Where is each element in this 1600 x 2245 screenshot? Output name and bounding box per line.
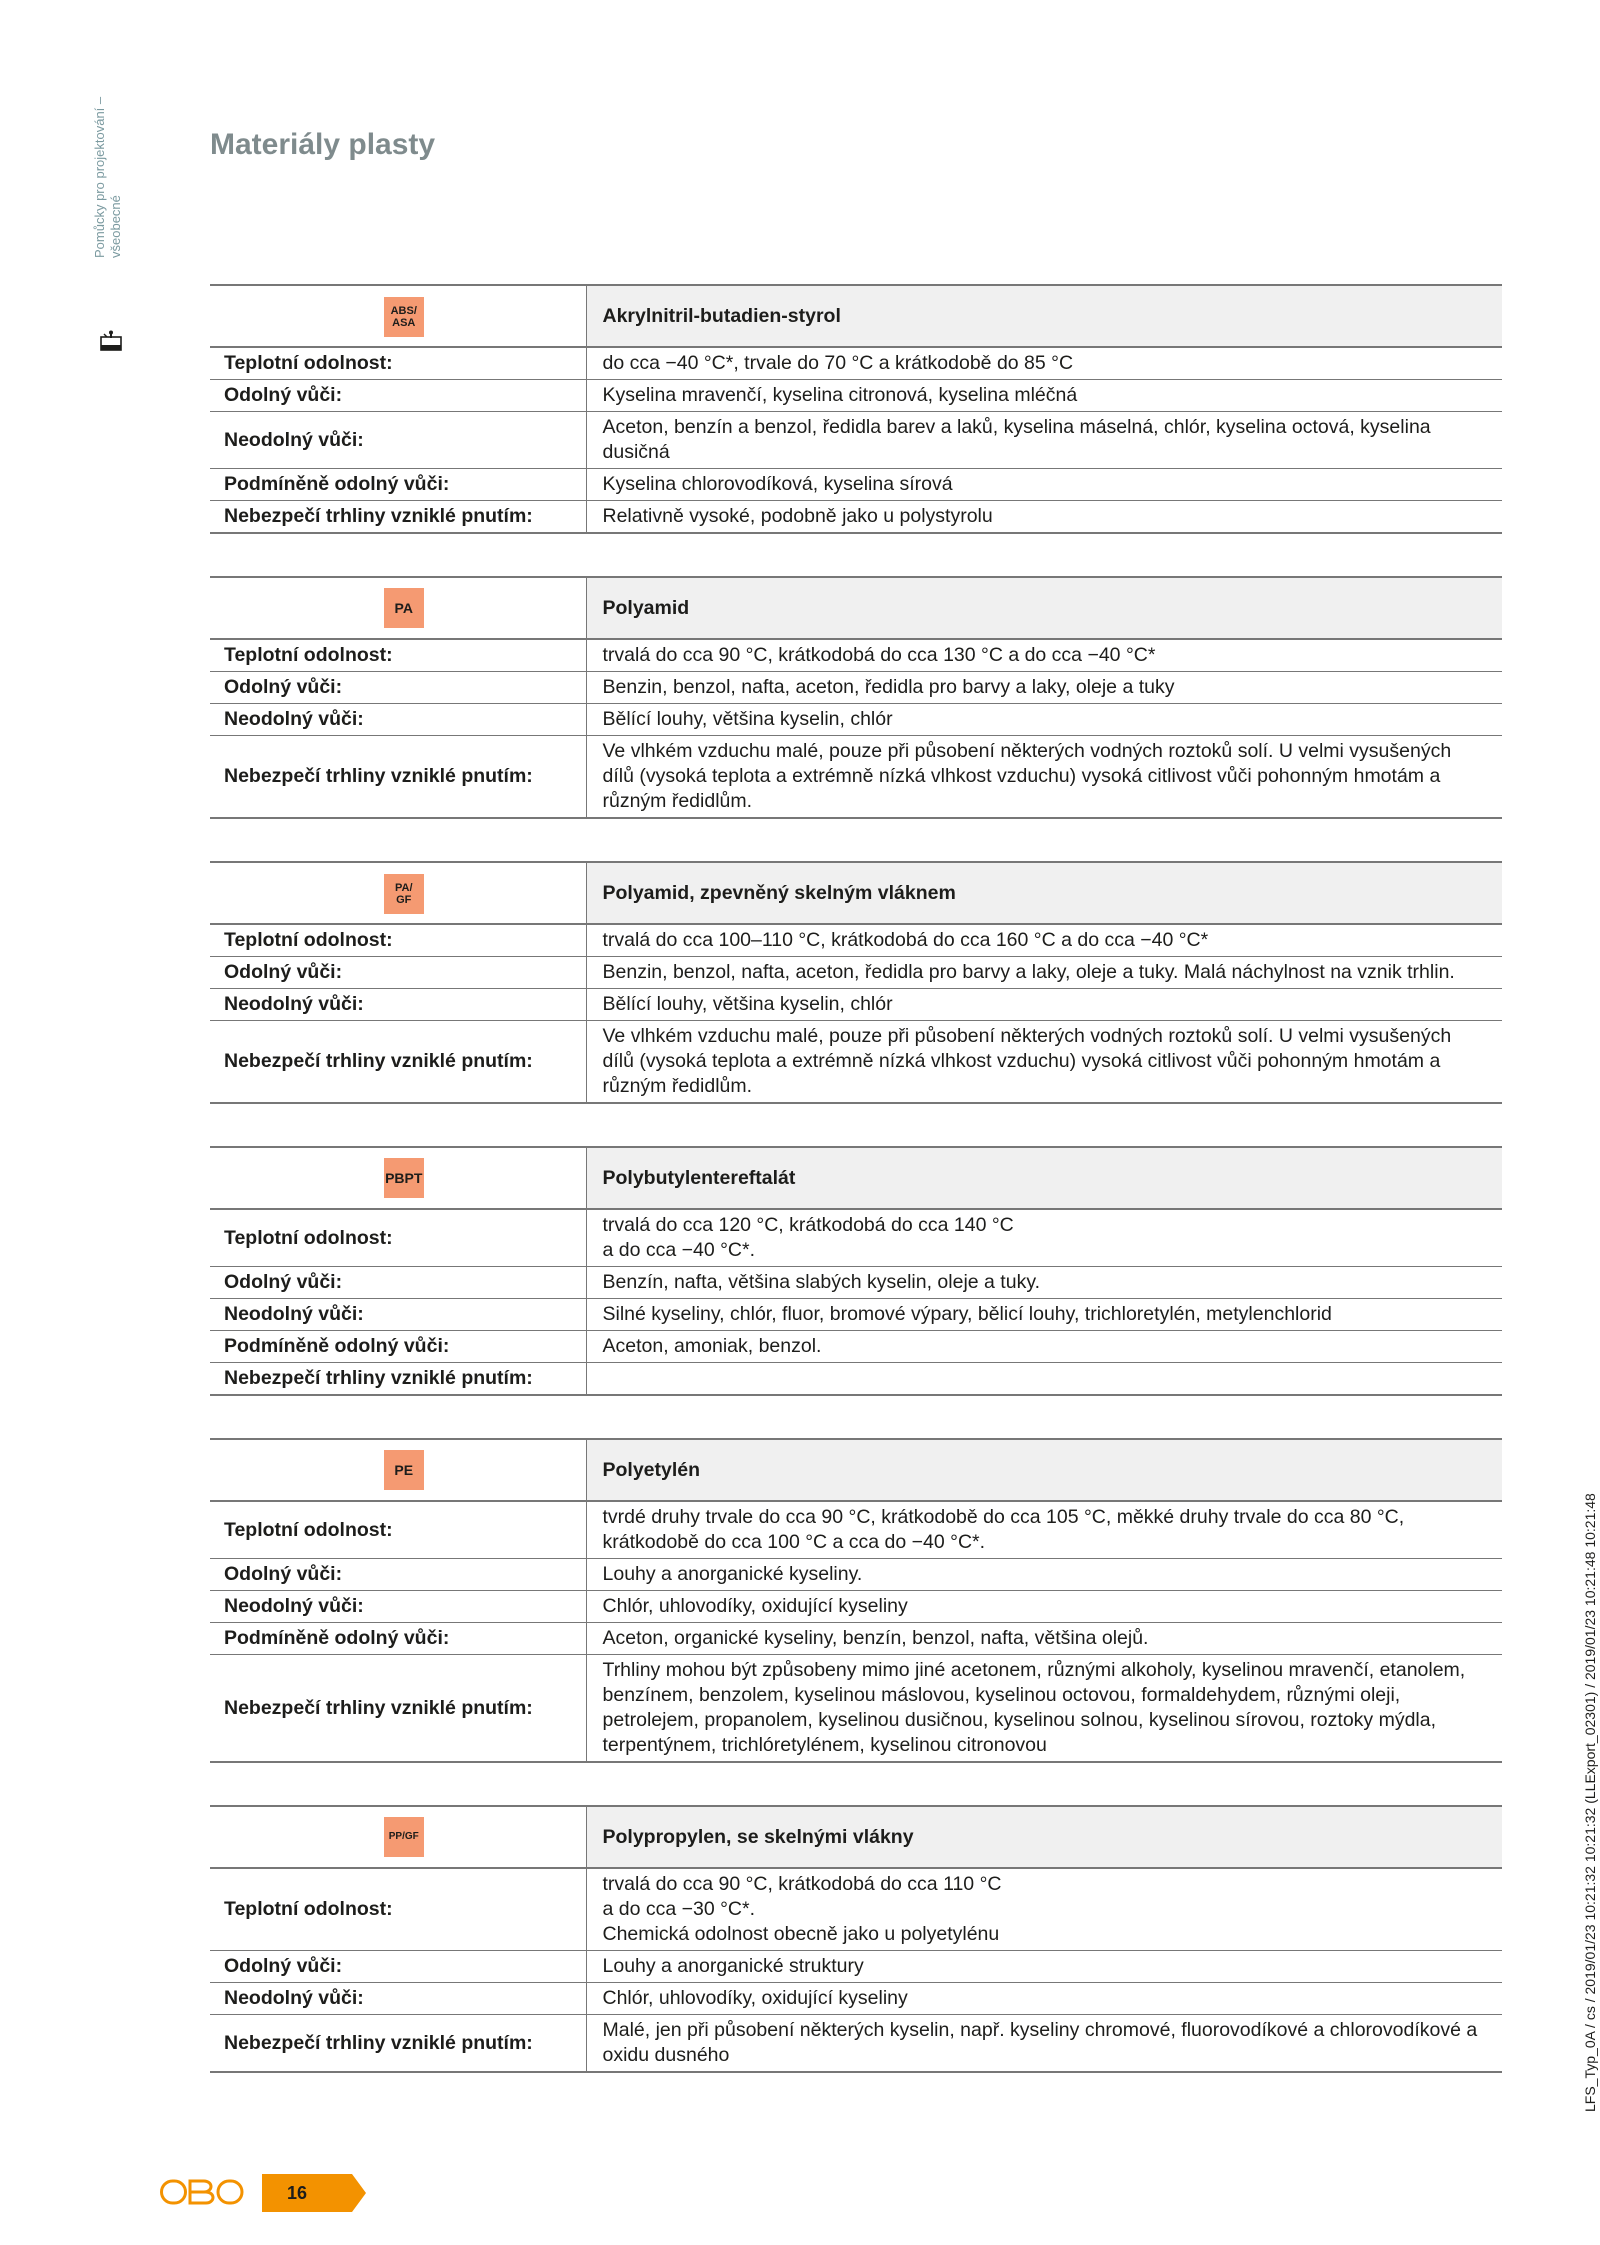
material-code-cell [210,577,586,639]
property-label: Podmíněně odolný vůči: [210,1331,586,1363]
property-label: Neodolný vůči: [210,1591,586,1623]
page-title: Materiály plasty [210,128,436,161]
property-label: Nebezpečí trhliny vzniklé pnutím: [210,1363,586,1396]
property-label: Neodolný vůči: [210,412,586,469]
property-value: Louhy a anorganické kyseliny. [586,1559,1502,1591]
property-value: Malé, jen při působení některých kyselin, např. kyseliny chromové, fluorovodíkové a chlorovodíkové a oxidu dusného [586,2015,1502,2073]
property-label: Nebezpečí trhliny vzniklé pnutím: [210,1021,586,1104]
property-label: Neodolný vůči: [210,704,586,736]
property-label: Odolný vůči: [210,380,586,412]
property-label: Nebezpečí trhliny vzniklé pnutím: [210,501,586,534]
obo-logo [160,2178,244,2208]
side-section-label: Pomůcky pro projektování – všeobecné [92,96,123,258]
material-code-cell [210,1439,586,1501]
property-label: Odolný vůči: [210,1951,586,1983]
material-code-badge: PA [384,588,424,628]
material-code-cell [210,1806,586,1868]
property-value: Benzin, benzol, nafta, aceton, ředidla pro barvy a laky, oleje a tuky. Malá náchylnost na vznik trhlin. [586,957,1502,989]
property-label: Nebezpečí trhliny vzniklé pnutím: [210,2015,586,2073]
material-name: Polypropylen, se skelnými vlákny [586,1806,1502,1868]
material-table [210,1805,1502,2073]
property-row [210,1331,1502,1363]
material-code-cell [210,285,586,347]
material-header-row [210,1147,1502,1209]
property-value: Aceton, amoniak, benzol. [586,1331,1502,1363]
material-code-badge: PA/ GF [384,874,424,914]
material-code-cell [210,862,586,924]
material-header-row [210,1439,1502,1501]
property-value: Aceton, organické kyseliny, benzín, benzol, nafta, většina olejů. [586,1623,1502,1655]
tools-icon [98,330,124,352]
property-value: Aceton, benzín a benzol, ředidla barev a laků, kyselina máselná, chlór, kyselina octová, kyselina dusičná [586,412,1502,469]
property-value: Louhy a anorganické struktury [586,1951,1502,1983]
property-row [210,501,1502,534]
property-row [210,469,1502,501]
property-label: Odolný vůči: [210,1559,586,1591]
property-label: Teplotní odolnost: [210,1501,586,1559]
material-name: Polyetylén [586,1439,1502,1501]
property-value [586,1363,1502,1396]
property-row [210,924,1502,957]
property-row [210,639,1502,672]
property-row [210,1591,1502,1623]
property-value: trvalá do cca 90 °C, krátkodobá do cca 110 °C a do cca −30 °C*. Chemická odolnost obecně jako u polyetylénu [586,1868,1502,1951]
property-label: Odolný vůči: [210,1267,586,1299]
material-header-row [210,285,1502,347]
material-code-badge: PP/GF [384,1817,424,1857]
material-code-badge: PE [384,1450,424,1490]
property-value: tvrdé druhy trvale do cca 90 °C, krátkodobě do cca 105 °C, měkké druhy trvale do cca 80 °C, krátkodobě do cca 100 °C a cca do −40 °C*. [586,1501,1502,1559]
property-value: Chlór, uhlovodíky, oxidující kyseliny [586,1983,1502,2015]
property-label: Nebezpečí trhliny vzniklé pnutím: [210,736,586,819]
property-label: Teplotní odolnost: [210,639,586,672]
document-meta-line: LFS_Typ_0A / cs / 2019/01/23 10:21:32 10:21:32 (LLExport_02301) / 2019/01/23 10:21:48 10:21:48 [1582,1493,1598,2112]
property-label: Neodolný vůči: [210,989,586,1021]
material-name: Polyamid [586,577,1502,639]
material-table [210,576,1502,819]
property-row [210,1299,1502,1331]
property-row [210,736,1502,819]
property-row [210,1501,1502,1559]
property-value: Ve vlhkém vzduchu malé, pouze při působení některých vodných roztoků solí. U velmi vysušených dílů (vysoká teplota a extrémně nízká vlhkost vzduchu) vysoká citlivost vůči pohonným hmotám a různým ředidlům. [586,1021,1502,1104]
property-value: Trhliny mohou být způsobeny mimo jiné acetonem, různými alkoholy, kyselinou mravenčí, etanolem, benzínem, benzolem, kyselinou máslovou, kyselinou octovou, formaldehydem, různými oleji, petrolejem, propanolem, kyselinou dusičnou, kyselinou solnou, kyselinou sírovou, roztoky mýdla, terpentýnem, trichlóretylénem, kyselinou citronovou [586,1655,1502,1763]
property-value: Kyselina mravenčí, kyselina citronová, kyselina mléčná [586,380,1502,412]
material-header-row [210,1806,1502,1868]
property-row [210,1655,1502,1763]
property-row [210,989,1502,1021]
property-row [210,412,1502,469]
property-value: trvalá do cca 90 °C, krátkodobá do cca 130 °C a do cca −40 °C* [586,639,1502,672]
property-label: Podmíněně odolný vůči: [210,1623,586,1655]
property-label: Neodolný vůči: [210,1299,586,1331]
property-value: Ve vlhkém vzduchu malé, pouze při působení některých vodných roztoků solí. U velmi vysušených dílů (vysoká teplota a extrémně nízká vlhkost vzduchu) vysoká citlivost vůči pohonným hmotám a různým ředidlům. [586,736,1502,819]
property-label: Odolný vůči: [210,957,586,989]
property-label: Neodolný vůči: [210,1983,586,2015]
property-value: Kyselina chlorovodíková, kyselina sírová [586,469,1502,501]
material-code-cell [210,1147,586,1209]
property-label: Teplotní odolnost: [210,347,586,380]
material-name: Akrylnitril-butadien-styrol [586,285,1502,347]
property-row [210,1623,1502,1655]
material-header-row [210,577,1502,639]
property-label: Odolný vůči: [210,672,586,704]
property-value: Benzín, nafta, většina slabých kyselin, oleje a tuky. [586,1267,1502,1299]
property-row [210,672,1502,704]
property-value: trvalá do cca 120 °C, krátkodobá do cca 140 °C a do cca −40 °C*. [586,1209,1502,1267]
material-code-badge: PBPT [384,1158,424,1198]
material-table [210,1438,1502,1763]
property-value: Bělící louhy, většina kyselin, chlór [586,704,1502,736]
property-value: Benzin, benzol, nafta, aceton, ředidla pro barvy a laky, oleje a tuky [586,672,1502,704]
material-table [210,1146,1502,1396]
material-table [210,284,1502,534]
property-label: Nebezpečí trhliny vzniklé pnutím: [210,1655,586,1763]
property-label: Teplotní odolnost: [210,1868,586,1951]
material-header-row [210,862,1502,924]
property-row [210,1363,1502,1396]
property-row [210,1559,1502,1591]
property-label: Podmíněně odolný vůči: [210,469,586,501]
page-number: 16 [286,2182,308,2203]
material-name: Polyamid, zpevněný skelným vláknem [586,862,1502,924]
property-row [210,1209,1502,1267]
property-label: Teplotní odolnost: [210,924,586,957]
property-row [210,2015,1502,2073]
materials-list [210,284,1502,2115]
property-row [210,1267,1502,1299]
property-label: Teplotní odolnost: [210,1209,586,1267]
property-value: trvalá do cca 100–110 °C, krátkodobá do cca 160 °C a do cca −40 °C* [586,924,1502,957]
property-row [210,1021,1502,1104]
property-row [210,380,1502,412]
property-value: Bělící louhy, většina kyselin, chlór [586,989,1502,1021]
property-row [210,957,1502,989]
material-table [210,861,1502,1104]
property-row [210,1868,1502,1951]
material-name: Polybutylentereftalát [586,1147,1502,1209]
material-code-badge: ABS/ ASA [384,297,424,337]
property-value: do cca −40 °C*, trvale do 70 °C a krátkodobě do 85 °C [586,347,1502,380]
property-value: Relativně vysoké, podobně jako u polystyrolu [586,501,1502,534]
property-value: Silné kyseliny, chlór, fluor, bromové výpary, bělicí louhy, trichloretylén, metylenchlorid [586,1299,1502,1331]
property-row [210,347,1502,380]
property-row [210,1983,1502,2015]
property-value: Chlór, uhlovodíky, oxidující kyseliny [586,1591,1502,1623]
property-row [210,1951,1502,1983]
property-row [210,704,1502,736]
